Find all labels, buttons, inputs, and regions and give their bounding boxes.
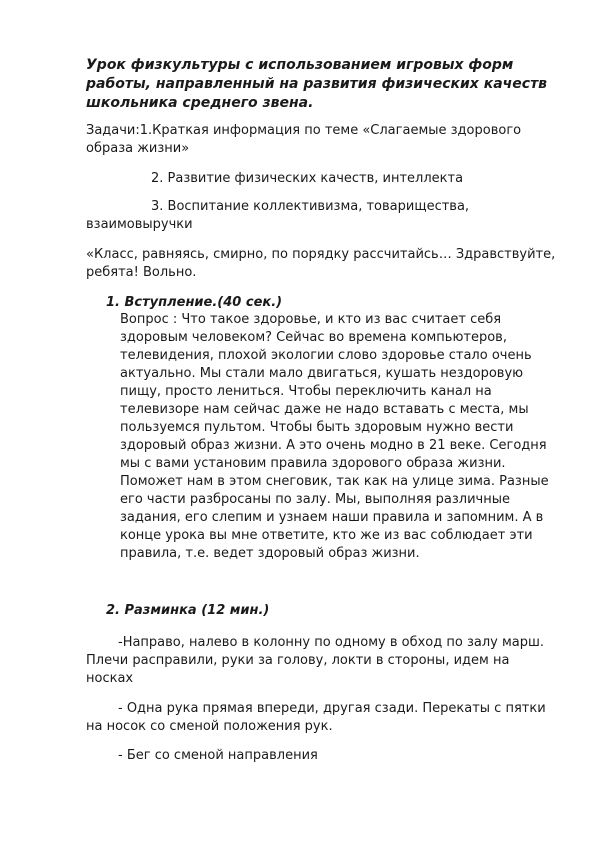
section-heading-introduction: 1. Вступление.(40 сек.): [106, 295, 283, 310]
greeting-paragraph: «Класс, равняясь, смирно, по порядку рассчитайсь… Здравствуйте, ребята! Вольно.: [86, 247, 556, 280]
lesson-title: Урок физкультуры с использованием игровых форм работы, направленный на развития физических качеств школьника среднего звена.: [86, 57, 548, 111]
tasks-intro: Задачи:1.Краткая информация по теме «Слагаемые здорового образа жизни»: [86, 123, 522, 156]
warmup-paragraph-2: - Одна рука прямая впереди, другая сзади. Перекаты с пятки на носок со сменой положения рук.: [86, 701, 546, 734]
introduction-text: Вопрос : Что такое здоровье, и кто из вас считает себя здоровым человеком? Сейчас во времена компьютеров, телевидения, плохой экологии слово здоровье стало очень актуально. Мы стали мало двигаться, кушать нездоровую пищу, просто лениться. Чтобы переключить канал на телевизоре нам сейчас даже не надо вставать с места, мы пользуемся пультом. Чтобы быть здоровым нужно вести здоровый образ жизни. А это очень модно в 21 веке. Сегодня мы с вами установим правила здорового образа жизни. Поможет нам в этом снеговик, так как на улице зима. Разные его части разбросаны по залу. Мы, выполняя различные задания, его слепим и узнаем наши правила и запомним. А в конце урока вы мне ответите, кто же из вас соблюдает эти правила, т.е. ведет здоровый образ жизни.: [120, 312, 549, 561]
warmup-paragraph-1: -Направо, налево в колонну по одному в обход по залу марш. Плечи расправили, руки за голову, локти в стороны, идем на носках: [86, 635, 545, 686]
warmup-paragraph-3: - Бег со сменой направления: [118, 748, 318, 763]
task-item-3: 3. Воспитание коллективизма, товарищества, взаимовыручки: [86, 199, 470, 232]
section-heading-warmup: 2. Разминка (12 мин.): [106, 603, 270, 618]
task-item-2: 2. Развитие физических качеств, интеллекта: [151, 171, 464, 186]
